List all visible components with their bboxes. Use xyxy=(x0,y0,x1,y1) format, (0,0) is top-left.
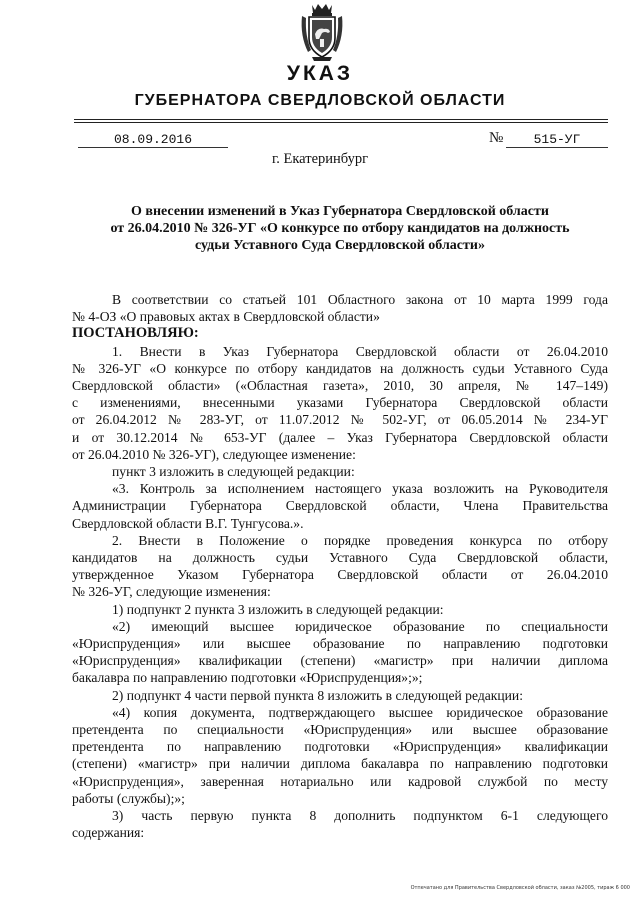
city: г. Екатеринбург xyxy=(271,151,369,167)
body-line: 2) подпункт 4 части первой пункта 8 изложить в следующей редакции: xyxy=(112,687,523,703)
document-title-line: от 26.04.2010 № 326-УГ «О конкурсе по отбору кандидатов на должность xyxy=(110,221,570,236)
decree-body xyxy=(72,291,608,842)
decree-number: 515-УГ xyxy=(506,132,608,148)
body-line: 3) часть первую пункта 8 дополнить подпунктом 6-1 следующего xyxy=(112,808,608,824)
header-rule xyxy=(74,119,608,120)
resolution-heading: ПОСТАНОВЛЯЮ: xyxy=(72,325,199,342)
body-line: кандидатов на должность судьи Уставного Суда Свердловской области, xyxy=(72,550,608,566)
body-line: с изменениями, внесенными указами Губернатора Свердловской области xyxy=(72,395,608,411)
body-line: «Юриспруденция» квалификации (степени) «магистр» при наличии диплома xyxy=(72,653,608,669)
body-line: «2) имеющий высшее юридическое образование по специальности xyxy=(112,618,608,634)
body-line: 1. Внести в Указ Губернатора Свердловской области от 26.04.2010 xyxy=(112,343,608,359)
body-line: пункт 3 изложить в следующей редакции: xyxy=(112,464,355,480)
document-title xyxy=(70,203,610,254)
body-line: № 4-ОЗ «О правовых актах в Свердловской области» xyxy=(72,309,380,325)
body-line: 1) подпункт 2 пункта 3 изложить в следующей редакции: xyxy=(112,601,444,617)
body-line: «Юриспруденция» или высшее образование по направлению подготовки xyxy=(72,636,608,652)
body-line: В соответствии со статьей 101 Областного закона от 10 марта 1999 года xyxy=(112,292,608,307)
decree-subtitle: ГУБЕРНАТОРА СВЕРДЛОВСКОЙ ОБЛАСТИ xyxy=(134,92,506,109)
body-line: бакалавра по направлению подготовки «Юриспруденция»;»; xyxy=(72,670,423,686)
decree-title: УКАЗ xyxy=(286,62,354,85)
body-line: утвержденное Указом Губернатора Свердловской области от 26.04.2010 xyxy=(72,567,608,583)
body-line: Администрации Губернатора Свердловской области, Члена Правительства xyxy=(72,498,608,514)
body-line: от 26.04.2012 № 283-УГ, от 11.07.2012 № 502-УГ, от 06.05.2014 № 234-УГ xyxy=(72,412,608,428)
body-line: № 326-УГ «О конкурсе по отбору кандидатов на должность судьи Уставного Суда xyxy=(72,360,608,376)
body-line: претендента по направлению подготовки «Юриспруденция» квалификации xyxy=(72,739,608,755)
coat-of-arms-icon xyxy=(298,2,346,62)
document-title-line: судьи Уставного Суда Свердловской области» xyxy=(195,238,485,253)
body-line: «3. Контроль за исполнением настоящего указа возложить на Руководителя xyxy=(112,481,608,497)
body-line: работы (службы);»; xyxy=(72,790,185,806)
body-line: претендента по специальности «Юриспруденция» или высшее образование xyxy=(72,722,608,738)
decree-date: 08.09.2016 xyxy=(78,132,228,148)
body-line: содержания: xyxy=(72,825,145,841)
body-line: Свердловской области В.Г. Тунгусова.». xyxy=(72,515,304,531)
body-line: и от 30.12.2014 № 653-УГ (далее – Указ Губернатора Свердловской области xyxy=(72,429,608,445)
body-line: (степени) «магистр» при наличии диплома бакалавра по направлению подготовки xyxy=(72,756,608,772)
body-line: «4) копия документа, подтверждающего высшее юридическое образование xyxy=(112,704,608,720)
body-line: № 326-УГ, следующие изменения: xyxy=(72,584,271,600)
body-line: «Юриспруденция», заверенная нотариально или кадровой службой по месту xyxy=(72,773,608,789)
document-title-line: О внесении изменений в Указ Губернатора Свердловской области xyxy=(131,204,549,219)
header-rule-thin xyxy=(74,122,608,123)
body-line: 2. Внести в Положение о порядке проведения конкурса по отбору xyxy=(112,532,608,548)
number-label: № xyxy=(489,130,504,146)
print-footer: Отпечатано для Правительства Свердловской области, заказ №2005, тираж 6 000 xyxy=(410,885,630,891)
body-line: от 26.04.2010 № 326-УГ), следующее изменение: xyxy=(72,446,356,462)
body-line: Свердловской области» («Областная газета», 2010, 30 апреля, № 147–149) xyxy=(72,378,608,394)
